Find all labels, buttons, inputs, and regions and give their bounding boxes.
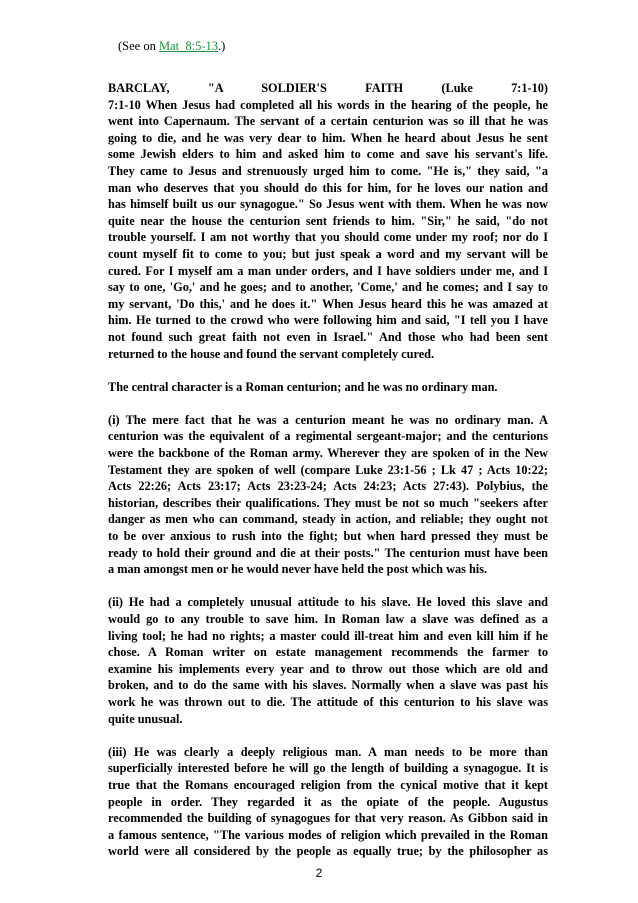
- text-line: quite unusual.: [108, 711, 183, 726]
- commentary-paragraph: [108, 744, 548, 860]
- commentary-paragraph: [108, 379, 548, 396]
- text-line: man who deserves that you should do this for him, for he loves our nation and: [108, 180, 548, 195]
- text-line: my servant, 'Do this,' and he does it." When Jesus heard this he was amazed at: [108, 296, 548, 311]
- text-line: say to one, 'Go,' and he goes; and to another, 'Come,' and he comes; and I say to: [108, 280, 548, 295]
- cross-reference-prefix: (See on: [118, 39, 159, 53]
- text-line: work he was thrown out to die. The attitude of this centurion to his slave was: [108, 694, 548, 709]
- paragraph-gap: [108, 727, 548, 744]
- text-line: would go to any trouble to save him. In Roman law a slave was defined as a: [108, 612, 548, 626]
- text-line: some Jewish elders to him and asked him to come and save his servant's life.: [108, 147, 548, 162]
- page-number: 2: [315, 866, 323, 880]
- text-line: count myself fit to come to you; but just speak a word and my servant will be: [108, 246, 548, 261]
- text-line: a man amongst men or he would never have held the post which was his.: [108, 562, 488, 577]
- text-line: 7:1-10 When Jesus had completed all his words in the hearing of the people, he: [108, 97, 548, 112]
- text-line: living tool; he had no rights; a master could ill-treat him and even kill him if he: [108, 628, 548, 643]
- cross-reference-line: [118, 38, 225, 55]
- text-line: recommended the building of synagogues for that very reason. As Gibbon said in: [108, 811, 548, 826]
- text-line: They came to Jesus and strenuously urged him to come. "He is," they said, "a: [108, 163, 548, 178]
- text-line: Testament they are spoken of well (compare Luke 23:1-56 ; Lk 47 ; Acts 10:22;: [108, 462, 548, 477]
- paragraph-gap: [108, 578, 548, 595]
- text-line: centurion was the equivalent of a regimental sergeant-major; and the centurions: [108, 429, 548, 444]
- text-line: going to die, and he was very dear to him. When he heard about Jesus he sent: [108, 130, 548, 145]
- text-line: cured. For I myself am a man under orders, and I have soldiers under me, and I: [108, 263, 548, 278]
- text-line: has himself built us our synagogue." So Jesus went with them. When he was now: [108, 197, 548, 212]
- text-line: examine his implements every year and to throw out those which are old and: [108, 661, 548, 676]
- text-line: historian, describes their qualifications. They must be not so much "seekers after: [108, 495, 548, 510]
- text-line: true that the Romans encouraged religion from the cynical motive that it kept: [108, 777, 548, 792]
- text-line: a famous sentence, "The various modes of religion which prevailed in the Roman: [108, 827, 548, 842]
- text-line: Acts 22:26; Acts 23:17; Acts 23:23-24; Acts 24:23; Acts 27:43). Polybius, the: [108, 479, 548, 494]
- passage-paragraph: [108, 80, 548, 362]
- text-line: BARCLAY, "A SOLDIER'S FAITH (Luke 7:1-10): [108, 81, 548, 95]
- paragraph-gap: [108, 362, 548, 379]
- text-line: not found such great faith not even in Israel." And those who had been sent: [108, 329, 548, 344]
- scripture-reference-link[interactable]: Mat_8:5-13: [158, 39, 218, 53]
- text-line: trouble yourself. I am not worthy that you should come under my roof; nor do I: [108, 230, 548, 245]
- text-line: world were all considered by the people as equally true; by the philosopher as: [108, 844, 548, 859]
- text-line: people in order. They regarded it as the opiate of the people. Augustus: [108, 794, 548, 809]
- commentary-body: [108, 80, 548, 860]
- commentary-paragraph: [108, 412, 548, 578]
- text-line: danger as men who can command, steady in action, and reliable; they ought not: [108, 512, 548, 527]
- text-line: The central character is a Roman centurion; and he was no ordinary man.: [108, 379, 498, 394]
- text-line: broken, and to do the same with his slaves. Normally when a slave was past his: [108, 678, 548, 693]
- text-line: chose. A Roman writer on estate management recommends the farmer to: [108, 645, 548, 660]
- text-line: (iii) He was clearly a deeply religious man. A man needs to be more than: [108, 744, 548, 759]
- text-line: went into Capernaum. The servant of a certain centurion was so ill that he was: [108, 114, 548, 129]
- commentary-paragraph: [108, 594, 548, 727]
- cross-reference-suffix: .): [218, 39, 226, 53]
- text-line: (ii) He had a completely unusual attitude to his slave. He loved this slave and: [108, 595, 548, 610]
- text-line: him. He turned to the crowd who were following him and said, "I tell you I have: [108, 313, 548, 328]
- text-line: superficially interested before he will go the length of building a synagogue. It is: [108, 761, 548, 776]
- paragraph-gap: [108, 395, 548, 412]
- text-line: quite near the house the centurion sent friends to him. "Sir," he said, "do not: [108, 213, 548, 228]
- text-line: were the backbone of the Roman army. Wherever they are spoken of in the New: [108, 446, 548, 461]
- text-line: (i) The mere fact that he was a centurion meant he was no ordinary man. A: [108, 412, 548, 427]
- text-line: returned to the house and found the servant completely cured.: [108, 346, 435, 361]
- text-line: ready to hold their ground and die at their posts." The centurion must have been: [108, 545, 548, 560]
- text-line: to be over anxious to rush into the fight; but when hard pressed they must be: [108, 529, 548, 544]
